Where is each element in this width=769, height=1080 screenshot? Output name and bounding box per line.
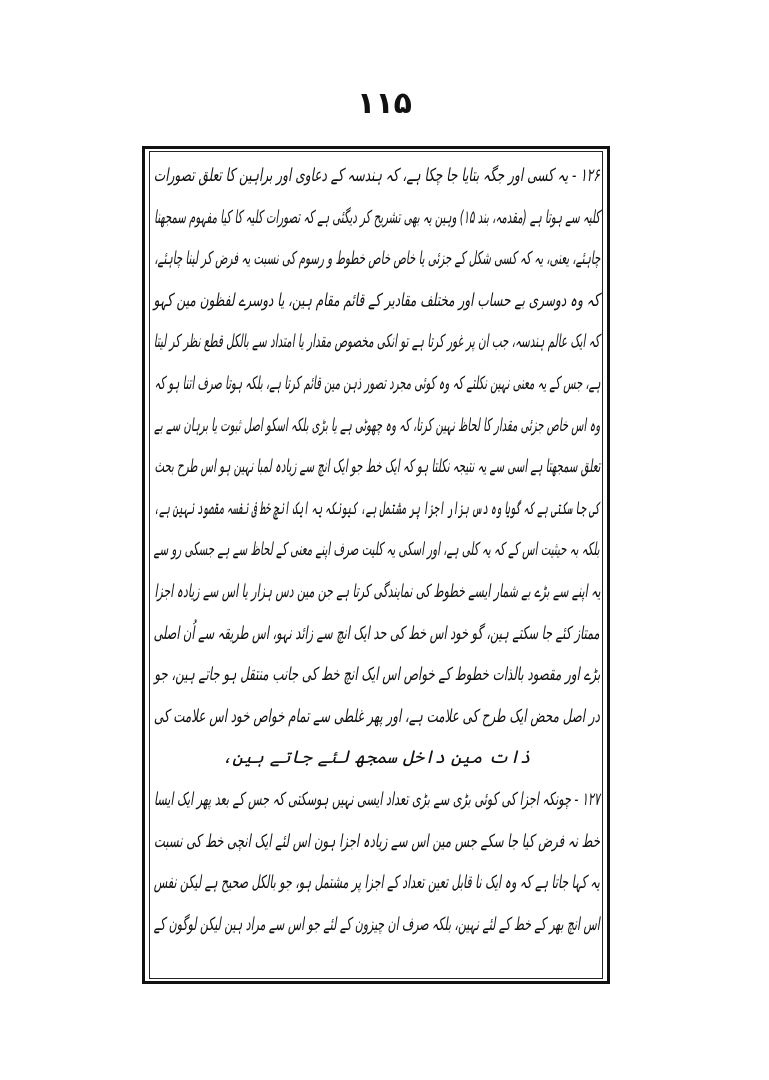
text-line-content: یہ اپنے سے بڑے بے شمار ایسے خطوط کی نمایندگی کرتا ہے جن مین دس ہزار یا اس سے زیادہ اجزا xyxy=(154,580,600,602)
text-line xyxy=(152,238,600,280)
page-number: ۱۱۵ xyxy=(357,86,412,121)
text-line-content: یہ کہا جاتا ہے کہ وہ ایک نا قابل تعین تعداد کے اجزا پر مشتمل ہو، جو بالکل صحیح ہے لیکن نفس xyxy=(154,872,600,894)
text-line-content: ذات مین داخل سمجھ لئے جاتے ہین، xyxy=(221,747,531,769)
text-line-content: بڑے اور مقصود بالذات خطوط کے خواص اس ایک انچ خط کی جانب منتقل ہو جاتے ہین، جو xyxy=(154,664,600,686)
text-line-content: در اصل محض ایک طرح کی علامت ہے، اور پھر غلطی سے تمام خواص خود اس علامت کی xyxy=(154,705,600,727)
text-line-content: کی جا سکتی ہے کہ گویا وہ دس ہزار اجزا پر مشتمل ہے، کیونکہ یہ ایک انچ خط فی نفسہ مقصود نہین ہے، xyxy=(154,497,600,519)
text-line-content: کلیہ سے ہوتا ہے (مقدمہ، بند ۱۵) وہین یہ بھی تشریح کر دیگئی ہے کہ تصورات کلیہ کا کیا مفہوم سمجھنا xyxy=(154,206,600,228)
text-line xyxy=(152,904,600,946)
text-line xyxy=(152,654,600,696)
text-line-content: ۱۲۶ - یہ کسی اور جگہ بتایا جا چکا ہے، کہ ہندسہ کے دعاوی اور براہین کا تعلق تصورات xyxy=(154,165,600,186)
text-line xyxy=(152,779,600,821)
text-line xyxy=(152,529,600,571)
text-line xyxy=(152,197,600,239)
text-line-content: ۱۲۷ - چونکہ اجزا کی کوئی بڑی سے بڑی تعداد ایسی نہیں ہوسکتی کہ جس کے بعد پھر ایک ایسا xyxy=(154,788,600,810)
text-line xyxy=(152,446,600,488)
text-line xyxy=(152,821,600,863)
text-line xyxy=(152,321,600,363)
text-line-content: کہ وہ دوسری بے حساب اور مختلف مقادیر کے قائم مقام ہین، یا دوسرے لفظون مین کہو xyxy=(154,289,600,311)
text-line xyxy=(152,737,600,779)
text-body xyxy=(152,155,600,945)
text-line xyxy=(152,862,600,904)
text-line-content: اس انچ بھر کے خط کے لئے نہین، بلکہ صرف ان چیزون کے لئے جو اس سے مراد ہین لیکن لوگون کے xyxy=(153,913,600,935)
text-line-content: چاہئے، یعنی، یہ کہ کسی شکل کے جزئی یا خاص خاص خطوط و رسوم کی نسبت یہ فرض کر لینا چاہئے، xyxy=(154,248,600,270)
text-line xyxy=(152,280,600,322)
text-line-content: کہ ایک عالم ہندسہ، جب ان پر غور کرتا ہے تو انکی مخصوص مقدار یا امتداد سے بالکل قطع نظر کر لیتا xyxy=(154,331,600,353)
text-line-content: ممتاز کئے جا سکتے ہین، گو خود اس خط کی حد ایک انچ سے زائد نہو، اس طریقہ سے اُن اصلی xyxy=(154,622,600,644)
text-line xyxy=(152,488,600,530)
text-line-content: بلکہ بہ حیثیت اس کے کہ یہ کلی ہے، اور اسکی یہ کلیت صرف اپنے معنی کے لحاظ سے ہے جسکی رو سے xyxy=(154,539,600,561)
text-line xyxy=(152,571,600,613)
text-line-content: ہے، جس کے یہ معنی نہین نکلتے کہ وہ کوئی مجرد تصور ذہن مین قائم کرتا ہے، بلکہ ہوتا صرف اتنا ہو کہ xyxy=(154,372,600,394)
text-line xyxy=(152,363,600,405)
text-line-content: خط نہ فرض کیا جا سکے جس مین اس سے زیادہ اجزا ہون اس لئے ایک انچی خط کی نسبت xyxy=(154,830,600,852)
text-line xyxy=(152,696,600,738)
text-line xyxy=(152,613,600,655)
text-line-content: وہ اس خاص جزئی مقدار کا لحاظ نہین کرتا، کہ وہ چھوٹی ہے یا بڑی بلکہ اسکو اصل ثبوت یا برہان سے بے xyxy=(154,414,600,436)
text-line xyxy=(152,155,600,197)
text-line xyxy=(152,405,600,447)
text-line-content: تعلق سمجھتا ہے اسی سے یہ نتیجہ نکلتا ہو کہ ایک خط جو ایک انچ سے زیادہ لمبا نہین ہو اس طرح بحث xyxy=(153,456,600,478)
